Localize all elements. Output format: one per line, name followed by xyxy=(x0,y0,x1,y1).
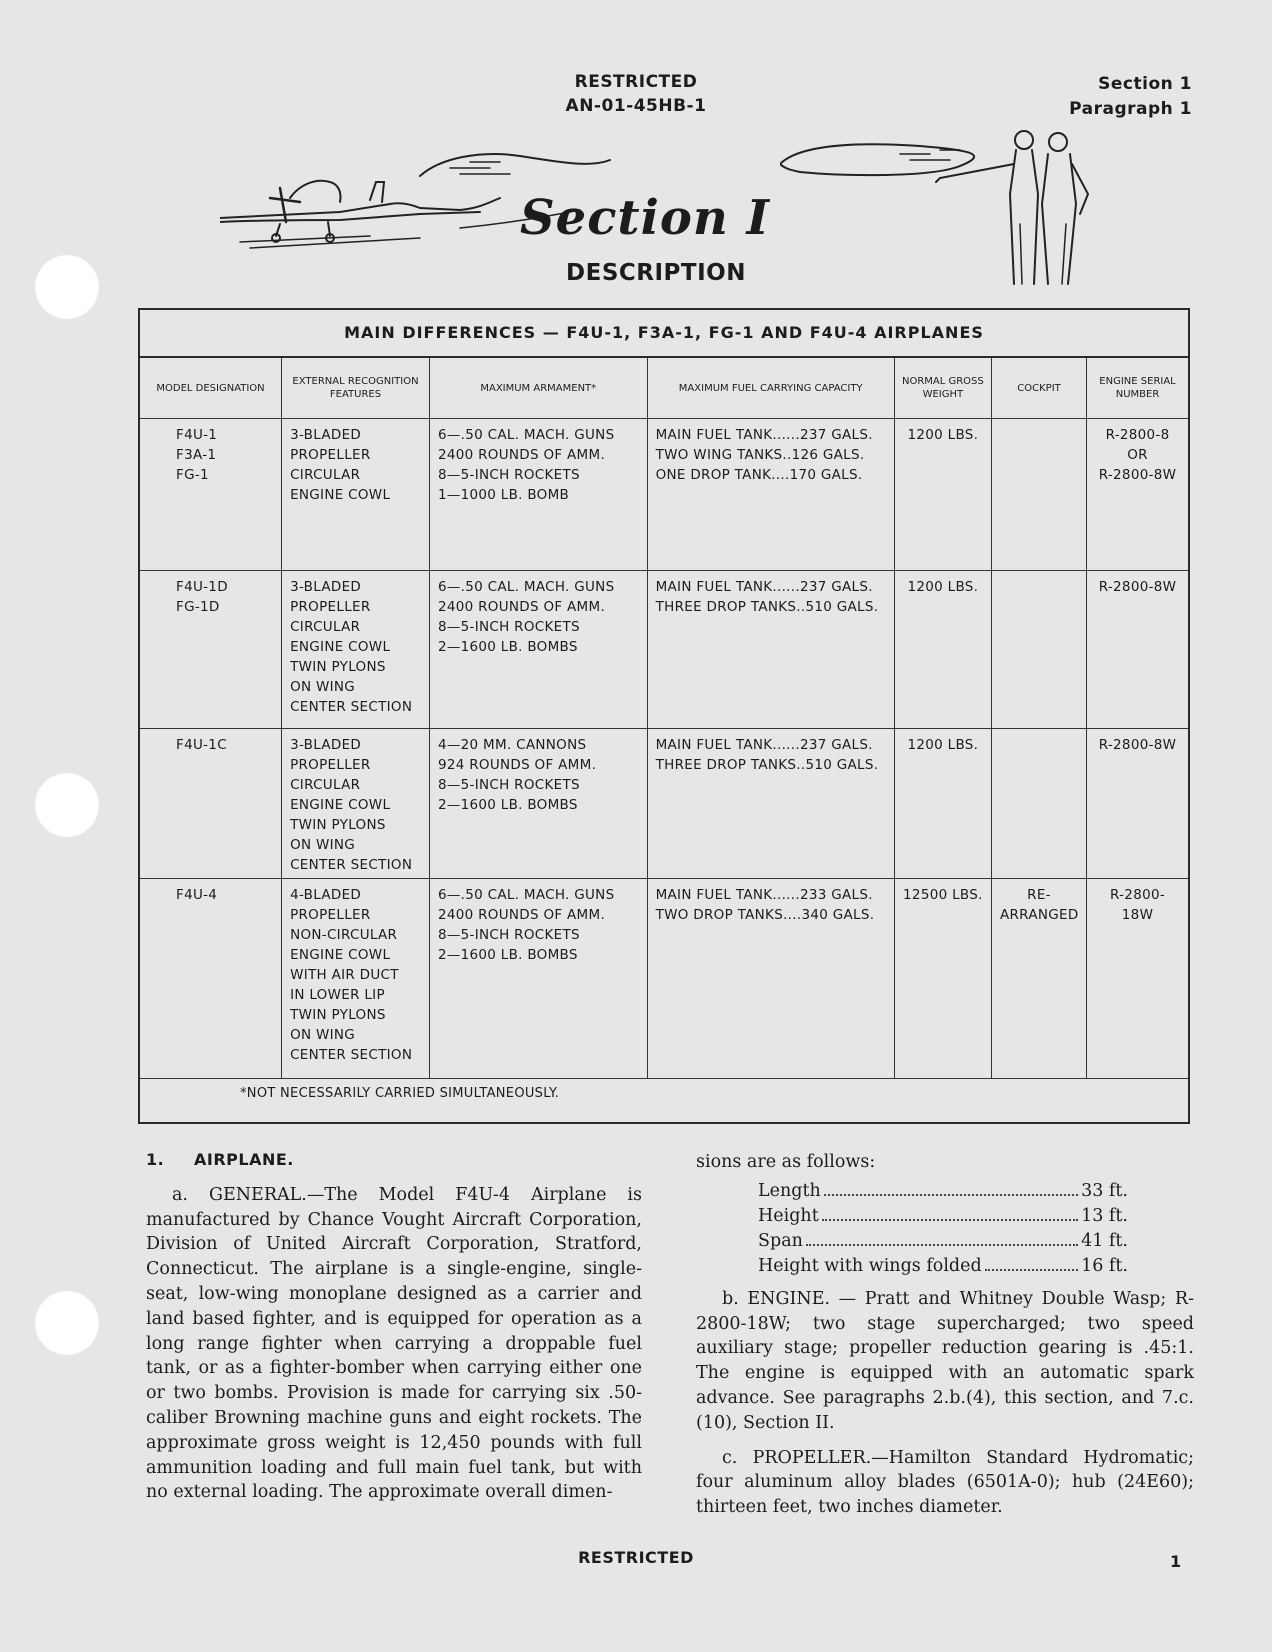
leader-dots xyxy=(806,1244,1078,1246)
body-right-column xyxy=(696,1150,1194,1520)
table-header-row xyxy=(140,358,1188,419)
cell-features: 4-BLADED PROPELLER NON-CIRCULAR ENGINE COWL WITH AIR DUCT IN LOWER LIP TWIN PYLONS ON WING CENTER SECTION xyxy=(282,879,430,1079)
dimension-value: 16 ft. xyxy=(1081,1255,1128,1276)
dimension-row xyxy=(758,1229,1128,1254)
paragraph-general-continued: sions are as follows: xyxy=(696,1152,876,1172)
cell-engine: R-2800-8 OR R-2800-8W xyxy=(1087,419,1188,571)
dimensions-list xyxy=(758,1179,1128,1279)
table-title: MAIN DIFFERENCES — F4U-1, F3A-1, FG-1 AND F4U-4 AIRPLANES xyxy=(140,310,1188,358)
cell-model: F4U-1D FG-1D xyxy=(140,571,282,729)
document-number: AN-01-45HB-1 xyxy=(565,96,707,116)
classification-footer: RESTRICTED xyxy=(578,1548,694,1567)
punch-hole-middle xyxy=(34,772,100,838)
paragraph-general: a. GENERAL.—The Model F4U-4 Airplane is manufactured by Chance Vought Aircraft Corporation, Division of United Aircraft Corporation, Stratford, Connecticut. The airplane is a single-engine, single-seat, low-wing monoplane designed as a carrier and land based fighter, and is equipped for operation as a long range fighter when carrying a droppable fuel tank, or as a fighter-bomber when carrying either one or two bombs. Provision is made for carrying six .50-caliber Browning machine guns and eight rockets. The approximate gross weight is 12,450 pounds with full ammunition loading and full main fuel tank, but with no external loading. The approximate overall dimen- xyxy=(146,1184,642,1503)
cell-cockpit: RE- ARRANGED xyxy=(991,879,1086,1079)
section-reference xyxy=(1069,72,1192,122)
col-header-weight: NORMAL GROSS WEIGHT xyxy=(894,358,991,419)
cell-engine: R-2800-8W xyxy=(1087,571,1188,729)
cell-features: 3-BLADED PROPELLER CIRCULAR ENGINE COWL TWIN PYLONS ON WING CENTER SECTION xyxy=(282,571,430,729)
dimension-label: Length xyxy=(758,1180,821,1201)
table-row xyxy=(140,729,1188,879)
cell-armament: 6—.50 CAL. MACH. GUNS 2400 ROUNDS OF AMM. 8—5-INCH ROCKETS 2—1600 LB. BOMBS xyxy=(429,879,647,1079)
dimension-label: Height with wings folded xyxy=(758,1255,982,1276)
col-header-engine: ENGINE SERIAL NUMBER xyxy=(1087,358,1188,419)
cell-weight: 1200 LBS. xyxy=(894,419,991,571)
cell-cockpit xyxy=(991,729,1086,879)
paragraph-engine: b. ENGINE. — Pratt and Whitney Double Wasp; R-2800-18W; two stage supercharged; two speed auxiliary stage; propeller reduction gearing is .45:1. The engine is equipped with an automatic spark advance. See paragraphs 2.b.(4), this section, and 7.c.(10), Section II. xyxy=(696,1288,1194,1433)
leader-dots xyxy=(985,1269,1078,1271)
differences-grid xyxy=(140,358,1188,1079)
table-row xyxy=(140,879,1188,1079)
cell-armament: 4—20 MM. CANNONS 924 ROUNDS OF AMM. 8—5-INCH ROCKETS 2—1600 LB. BOMBS xyxy=(429,729,647,879)
col-header-features: EXTERNAL RECOGNITION FEATURES xyxy=(282,358,430,419)
cell-engine: R-2800-8W xyxy=(1087,729,1188,879)
section-title: Section I xyxy=(520,190,770,246)
dimension-label: Span xyxy=(758,1230,803,1251)
col-header-model: MODEL DESIGNATION xyxy=(140,358,282,419)
paragraph-propeller: c. PROPELLER.—Hamilton Standard Hydromatic; four aluminum alloy blades (6501A-0); hub (24E60); thirteen feet, two inches diameter. xyxy=(696,1447,1194,1518)
paragraph-heading xyxy=(146,1148,642,1173)
punch-hole-bottom xyxy=(34,1290,100,1356)
heading-number: 1. xyxy=(146,1150,165,1169)
cell-weight: 1200 LBS. xyxy=(894,571,991,729)
cell-cockpit xyxy=(991,419,1086,571)
dimension-row xyxy=(758,1204,1128,1229)
heading-text: AIRPLANE. xyxy=(194,1150,294,1169)
cell-fuel: MAIN FUEL TANK......233 GALS. TWO DROP TANKS....340 GALS. xyxy=(647,879,894,1079)
body-left-column xyxy=(146,1148,642,1505)
cell-fuel: MAIN FUEL TANK......237 GALS. TWO WING TANKS..126 GALS. ONE DROP TANK....170 GALS. xyxy=(647,419,894,571)
cell-model: F4U-4 xyxy=(140,879,282,1079)
table-row xyxy=(140,419,1188,571)
cell-weight: 12500 LBS. xyxy=(894,879,991,1079)
table-footnote: *NOT NECESSARILY CARRIED SIMULTANEOUSLY. xyxy=(240,1086,560,1101)
cell-armament: 6—.50 CAL. MACH. GUNS 2400 ROUNDS OF AMM. 8—5-INCH ROCKETS 2—1600 LB. BOMBS xyxy=(429,571,647,729)
dimension-value: 33 ft. xyxy=(1081,1180,1128,1201)
dimension-value: 41 ft. xyxy=(1081,1230,1128,1251)
col-header-armament: MAXIMUM ARMAMENT* xyxy=(429,358,647,419)
dimension-value: 13 ft. xyxy=(1081,1205,1128,1226)
cell-cockpit xyxy=(991,571,1086,729)
paragraph-ref: Paragraph 1 xyxy=(1069,99,1192,119)
cell-engine: R-2800-18W xyxy=(1087,879,1188,1079)
col-header-fuel: MAXIMUM FUEL CARRYING CAPACITY xyxy=(647,358,894,419)
cell-weight: 1200 LBS. xyxy=(894,729,991,879)
classification-header: RESTRICTED xyxy=(574,72,698,92)
section-ref: Section 1 xyxy=(1098,74,1192,94)
section-subtitle: DESCRIPTION xyxy=(566,260,746,286)
cell-model: F4U-1C xyxy=(140,729,282,879)
page-number: 1 xyxy=(1170,1552,1182,1571)
leader-dots xyxy=(824,1194,1078,1196)
col-header-cockpit: COCKPIT xyxy=(991,358,1086,419)
cell-fuel: MAIN FUEL TANK......237 GALS. THREE DROP TANKS..510 GALS. xyxy=(647,571,894,729)
cell-fuel: MAIN FUEL TANK......237 GALS. THREE DROP TANKS..510 GALS. xyxy=(647,729,894,879)
leader-dots xyxy=(822,1219,1078,1221)
differences-table xyxy=(138,308,1190,1124)
cell-model: F4U-1 F3A-1 FG-1 xyxy=(140,419,282,571)
table-row xyxy=(140,571,1188,729)
dimension-row xyxy=(758,1254,1128,1279)
cell-armament: 6—.50 CAL. MACH. GUNS 2400 ROUNDS OF AMM. 8—5-INCH ROCKETS 1—1000 LB. BOMB xyxy=(429,419,647,571)
cell-features: 3-BLADED PROPELLER CIRCULAR ENGINE COWL xyxy=(282,419,430,571)
dimension-label: Height xyxy=(758,1205,819,1226)
cell-features: 3-BLADED PROPELLER CIRCULAR ENGINE COWL TWIN PYLONS ON WING CENTER SECTION xyxy=(282,729,430,879)
dimension-row xyxy=(758,1179,1128,1204)
